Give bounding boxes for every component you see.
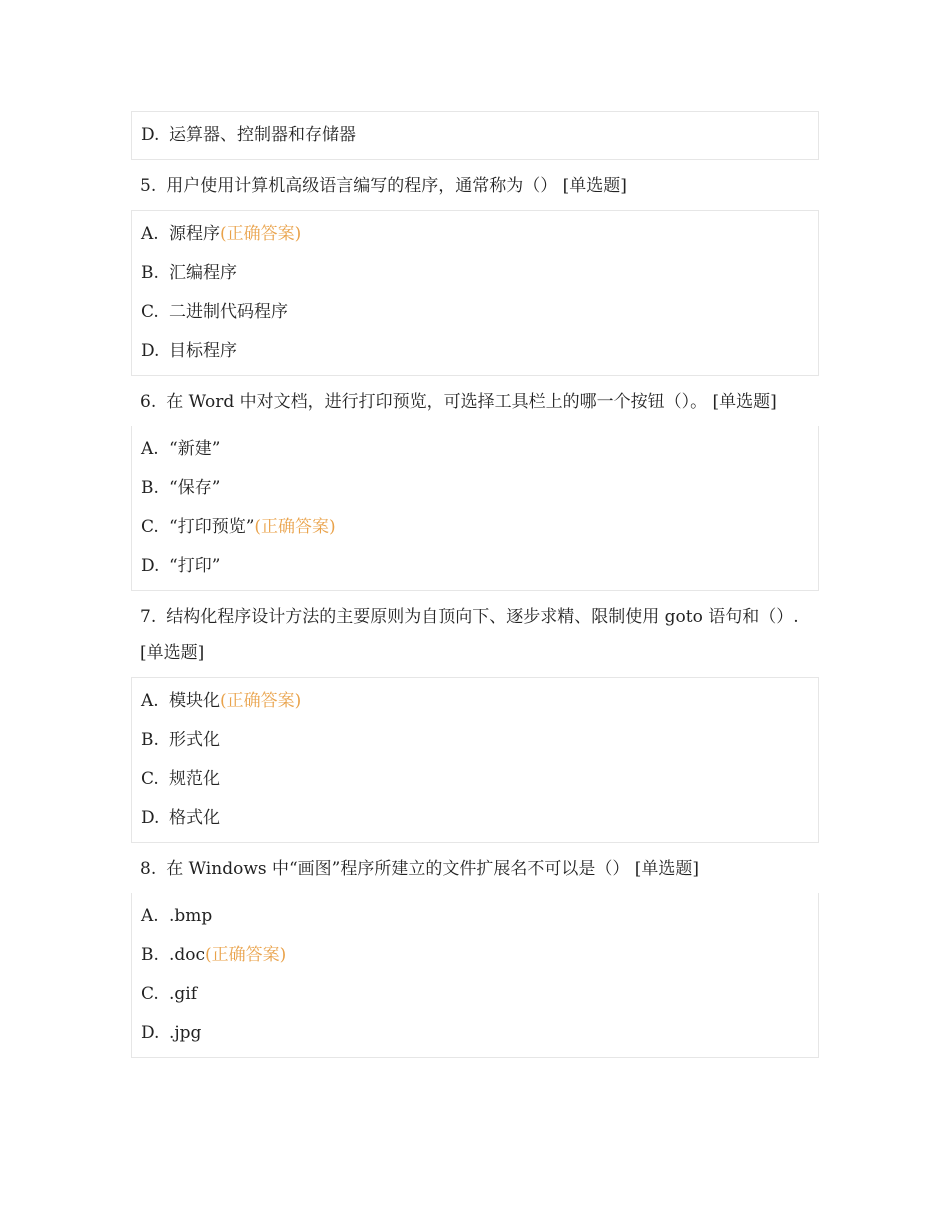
question-number: 7. bbox=[140, 607, 157, 627]
option-letter: B. bbox=[141, 730, 159, 750]
option-text: “打印预览” bbox=[169, 517, 255, 537]
option-item[interactable] bbox=[141, 975, 818, 1014]
options-box bbox=[131, 893, 819, 1058]
option-item[interactable] bbox=[141, 799, 818, 838]
option-letter: A. bbox=[141, 224, 159, 244]
option-letter: C. bbox=[141, 302, 159, 322]
option-item[interactable] bbox=[141, 116, 818, 155]
option-text: 二进制代码程序 bbox=[169, 302, 288, 322]
option-letter: D. bbox=[141, 808, 160, 828]
question-number: 6. bbox=[140, 392, 157, 412]
option-item[interactable] bbox=[141, 293, 818, 332]
option-text: “新建” bbox=[169, 439, 221, 459]
options-box bbox=[131, 677, 819, 843]
option-item[interactable] bbox=[141, 936, 818, 975]
option-letter: A. bbox=[141, 691, 159, 711]
question-text bbox=[131, 599, 819, 671]
options-box bbox=[131, 210, 819, 376]
option-letter: B. bbox=[141, 478, 159, 498]
option-text: 运算器、控制器和存储器 bbox=[169, 125, 356, 145]
option-item[interactable] bbox=[141, 254, 818, 293]
option-text: .jpg bbox=[169, 1023, 202, 1043]
option-item[interactable] bbox=[141, 682, 818, 721]
option-item[interactable] bbox=[141, 332, 818, 371]
option-text: .bmp bbox=[169, 906, 213, 926]
option-text: 规范化 bbox=[169, 769, 220, 789]
option-item[interactable] bbox=[141, 897, 818, 936]
option-letter: B. bbox=[141, 263, 159, 283]
option-item[interactable] bbox=[141, 1014, 818, 1053]
option-letter: D. bbox=[141, 341, 160, 361]
question-number: 8. bbox=[140, 859, 157, 879]
option-item[interactable] bbox=[141, 430, 818, 469]
option-text: 源程序 bbox=[169, 224, 220, 244]
option-letter: A. bbox=[141, 439, 159, 459]
question-text bbox=[131, 384, 819, 420]
question-text bbox=[131, 851, 819, 887]
option-item[interactable] bbox=[141, 508, 818, 547]
question-body: 用户使用计算机高级语言编写的程序，通常称为（） [单选题] bbox=[166, 176, 627, 196]
option-text: .doc bbox=[169, 945, 206, 965]
option-letter: B. bbox=[141, 945, 159, 965]
option-text: 格式化 bbox=[169, 808, 220, 828]
option-letter: C. bbox=[141, 984, 159, 1004]
option-letter: C. bbox=[141, 517, 159, 537]
option-letter: D. bbox=[141, 125, 160, 145]
option-item[interactable] bbox=[141, 547, 818, 586]
question-body: 在 Word 中对文档，进行打印预览，可选择工具栏上的哪一个按钮（）。 [单选题] bbox=[166, 392, 777, 412]
option-text: .gif bbox=[169, 984, 198, 1004]
quiz-content bbox=[131, 111, 819, 1058]
options-box bbox=[131, 426, 819, 591]
option-letter: A. bbox=[141, 906, 159, 926]
question-text bbox=[131, 168, 819, 204]
question-number: 5. bbox=[140, 176, 157, 196]
option-text: 汇编程序 bbox=[169, 263, 237, 283]
option-item[interactable] bbox=[141, 215, 818, 254]
option-letter: D. bbox=[141, 1023, 160, 1043]
option-item[interactable] bbox=[141, 760, 818, 799]
correct-answer-label: (正确答案) bbox=[220, 224, 302, 244]
correct-answer-label: (正确答案) bbox=[254, 517, 336, 537]
options-box bbox=[131, 111, 819, 160]
option-text: 模块化 bbox=[169, 691, 220, 711]
correct-answer-label: (正确答案) bbox=[205, 945, 287, 965]
option-text: 形式化 bbox=[169, 730, 220, 750]
correct-answer-label: (正确答案) bbox=[220, 691, 302, 711]
option-item[interactable] bbox=[141, 721, 818, 760]
option-text: “保存” bbox=[169, 478, 221, 498]
option-text: 目标程序 bbox=[169, 341, 237, 361]
option-text: “打印” bbox=[169, 556, 221, 576]
option-letter: C. bbox=[141, 769, 159, 789]
option-item[interactable] bbox=[141, 469, 818, 508]
option-letter: D. bbox=[141, 556, 160, 576]
question-body: 在 Windows 中“画图”程序所建立的文件扩展名不可以是（） [单选题] bbox=[166, 859, 700, 879]
question-body: 结构化程序设计方法的主要原则为自顶向下、逐步求精、限制使用 goto 语句和（）. [单选题] bbox=[140, 607, 799, 663]
